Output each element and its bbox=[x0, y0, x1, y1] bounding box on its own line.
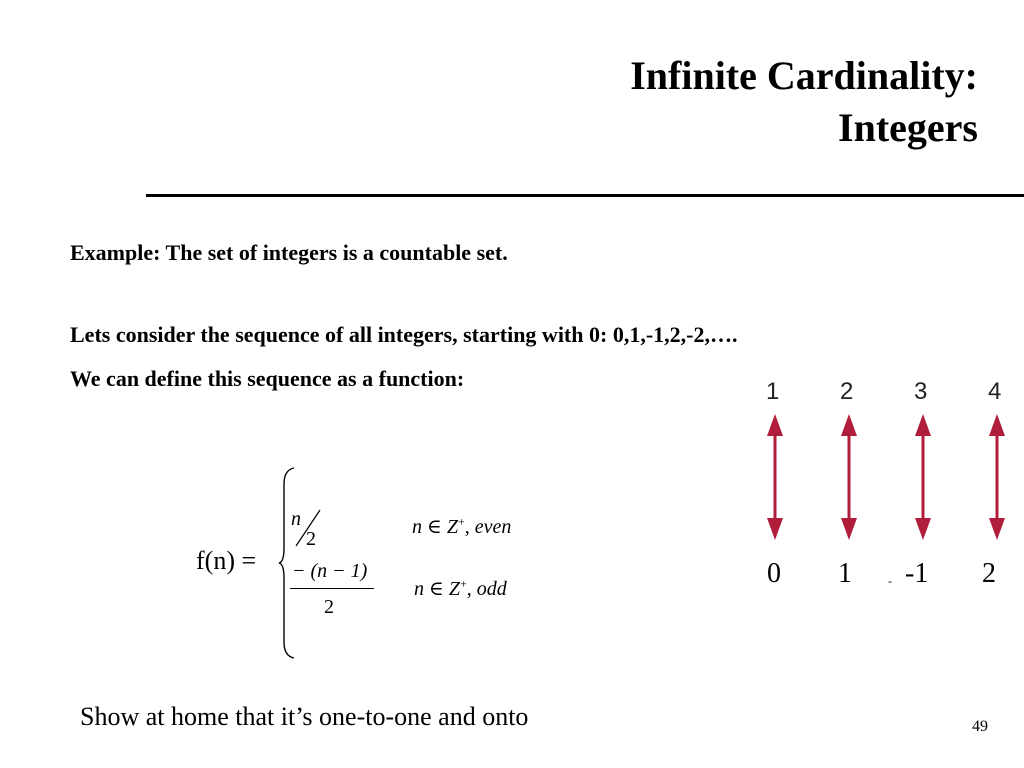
title-line-1: Infinite Cardinality: bbox=[630, 53, 978, 98]
bottom-value-2: 2 bbox=[982, 558, 996, 589]
page-number: 49 bbox=[972, 718, 988, 735]
bottom-value-neg1: -1 bbox=[905, 558, 929, 589]
top-label-3: 3 bbox=[914, 378, 928, 405]
mapping-arrows bbox=[760, 414, 1020, 542]
case2-fraction-bar bbox=[290, 588, 374, 589]
case1-numerator: n bbox=[291, 508, 301, 530]
element-of-symbol: ∈ bbox=[429, 578, 444, 600]
function-lhs: f(n) = bbox=[196, 546, 257, 575]
top-label-1: 1 bbox=[766, 378, 780, 405]
integer-set-symbol: Z bbox=[448, 578, 460, 600]
double-arrow-4 bbox=[989, 414, 1005, 540]
case2-tail: , odd bbox=[466, 578, 507, 600]
example-text: Example: The set of integers is a countable set. bbox=[70, 240, 508, 265]
case2-denominator: 2 bbox=[324, 596, 334, 618]
title-line-2: Integers bbox=[838, 105, 978, 150]
element-of-symbol: ∈ bbox=[427, 516, 442, 538]
case2-numerator: − (n − 1) bbox=[292, 560, 368, 582]
title-divider bbox=[146, 194, 1024, 197]
top-label-2: 2 bbox=[840, 378, 854, 405]
case2-superscript: + bbox=[459, 576, 467, 591]
case2-var: n bbox=[414, 578, 424, 600]
bottom-value-1: 1 bbox=[838, 558, 852, 589]
case2-condition bbox=[414, 576, 507, 601]
small-dash-mark: - bbox=[888, 574, 892, 588]
case1-var: n bbox=[412, 516, 422, 538]
footer-note: Show at home that it’s one-to-one and onto bbox=[80, 702, 529, 731]
integer-set-symbol: Z bbox=[446, 516, 458, 538]
case1-denominator: 2 bbox=[306, 528, 316, 550]
slide-title bbox=[630, 50, 978, 154]
top-label-4: 4 bbox=[988, 378, 1002, 405]
double-arrow-3 bbox=[915, 414, 931, 540]
sequence-text: Lets consider the sequence of all integers, starting with 0: 0,1,-1,2,-2,…. bbox=[70, 322, 738, 347]
double-arrow-2 bbox=[841, 414, 857, 540]
bottom-value-0: 0 bbox=[767, 558, 781, 589]
double-arrow-1 bbox=[767, 414, 783, 540]
case1-condition bbox=[412, 514, 511, 539]
case1-tail: , even bbox=[464, 516, 512, 538]
case1-superscript: + bbox=[457, 514, 465, 529]
define-text: We can define this sequence as a function: bbox=[70, 366, 465, 391]
